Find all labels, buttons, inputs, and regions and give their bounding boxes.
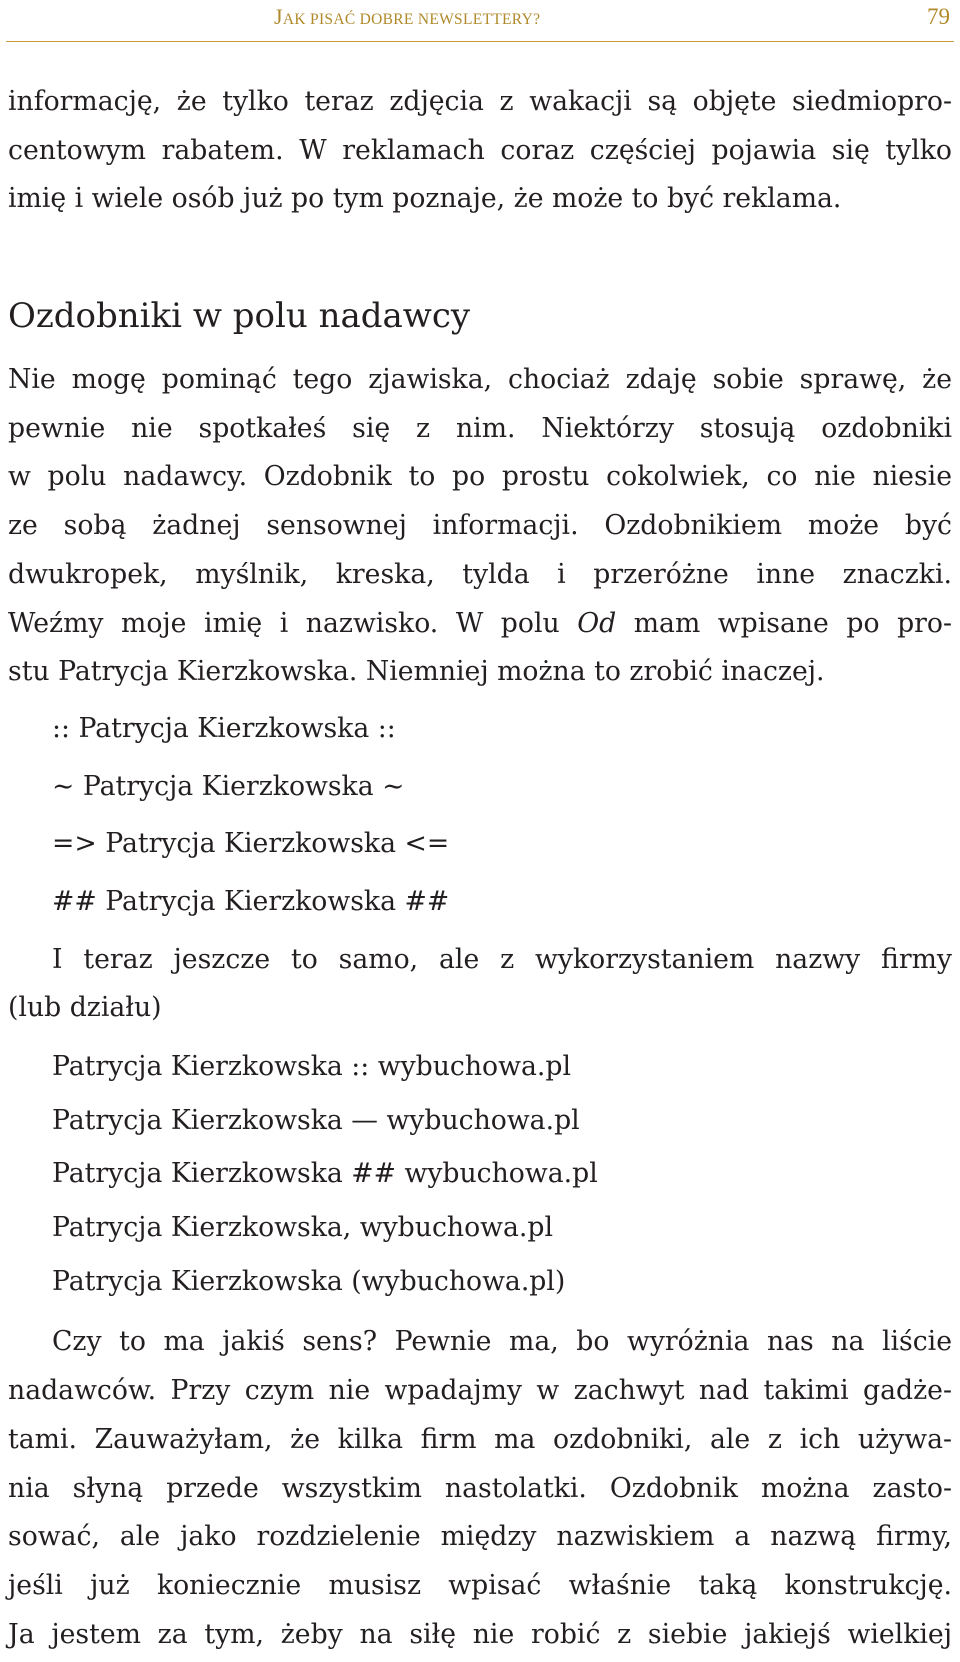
paragraph-company-intro [8, 936, 952, 1033]
text-line: I teraz jeszcze to samo, ale z wykorzystaniem nazwy firmy [52, 943, 952, 975]
text-line: imię i wiele osób już po tym poznaje, że może to być reklama. [8, 183, 842, 215]
text-line: pewnie nie spotkałeś się z nim. Niektórzy stosują ozdobniki [8, 412, 952, 444]
example-line: Patrycja Kierzkowska :: wybuchowa.pl [52, 1051, 571, 1082]
example-line: Patrycja Kierzkowska, wybuchowa.pl [52, 1212, 554, 1244]
example-line: Patrycja Kierzkowska (wybuchowa.pl) [52, 1265, 566, 1297]
running-head-initial: J [274, 4, 283, 29]
example-line: ## Patrycja Kierzkowska ## [52, 885, 450, 917]
running-head [274, 4, 540, 30]
paragraph-ornaments [8, 356, 952, 697]
italic-term: Od [577, 607, 617, 639]
text-line: Czy to ma jakiś sens? Pewnie ma, bo wyróżnia nas na liście [52, 1326, 952, 1358]
example-line: :: Patrycja Kierzkowska :: [52, 712, 396, 744]
example-line: Patrycja Kierzkowska ## wybuchowa.pl [52, 1158, 598, 1190]
text-line: Nie mogę pominąć tego zjawiska, chociaż zdaję sobie sprawę, że [8, 364, 952, 396]
text-line: ze sobą żadnej sensownej informacji. Ozdobnikiem może być [8, 510, 952, 542]
text-line: sować, ale jako rozdzielenie między nazwiskiem a nazwą firmy, [8, 1521, 952, 1553]
text-line: nadawców. Przy czym nie wpadajmy w zachwyt nad takimi gadże- [8, 1375, 952, 1407]
examples-name-ornaments [8, 705, 952, 927]
text-line: informację, że tylko teraz zdjęcia z wakacji są objęte siedmiopro- [8, 86, 952, 117]
running-head-smallcaps: AK PISAĆ DOBRE NEWSLETTERY? [282, 11, 541, 28]
paragraph-conclusion [8, 1318, 952, 1659]
examples-company-ornaments [8, 1043, 952, 1306]
page-header [0, 0, 960, 40]
text-line: stu Patrycja Kierzkowska. Niemniej można to zrobić inaczej. [8, 656, 825, 688]
page-number: 79 [927, 4, 950, 29]
header-rule [6, 41, 954, 42]
text-line: tami. Zauważyłam, że kilka firm ma ozdobniki, ale z ich używa- [8, 1423, 952, 1455]
text-line: dwukropek, myślnik, kreska, tylda i przeróżne inne znaczki. [8, 558, 952, 590]
text-line-with-italic [8, 600, 952, 649]
paragraph-intro [8, 78, 952, 224]
text-line: w polu nadawcy. Ozdobnik to po prostu cokolwiek, co nie niesie [8, 461, 952, 493]
text-line: (lub działu) [8, 992, 162, 1024]
text-segment: Weźmy moje imię i nazwisko. W polu [8, 607, 578, 639]
text-line: Ja jestem za tym, żeby na siłę nie robić z siebie jakiejś wielkiej [8, 1618, 952, 1650]
text-line: nia słyną przede wszystkim nastolatki. Ozdobnik można zasto- [8, 1472, 952, 1504]
text-line: centowym rabatem. W reklamach coraz częściej pojawia się tylko [8, 134, 952, 166]
text-segment: mam wpisane po pro- [616, 607, 952, 639]
example-line: Patrycja Kierzkowska — wybuchowa.pl [52, 1104, 580, 1136]
example-line: ∼ Patrycja Kierzkowska ∼ [52, 770, 405, 802]
page-body [8, 78, 952, 1659]
example-line: => Patrycja Kierzkowska <= [52, 828, 450, 860]
text-line: jeśli już koniecznie musisz wpisać właśnie taką konstrukcję. [8, 1569, 952, 1601]
section-heading: Ozdobniki w polu nadawcy [8, 296, 471, 337]
